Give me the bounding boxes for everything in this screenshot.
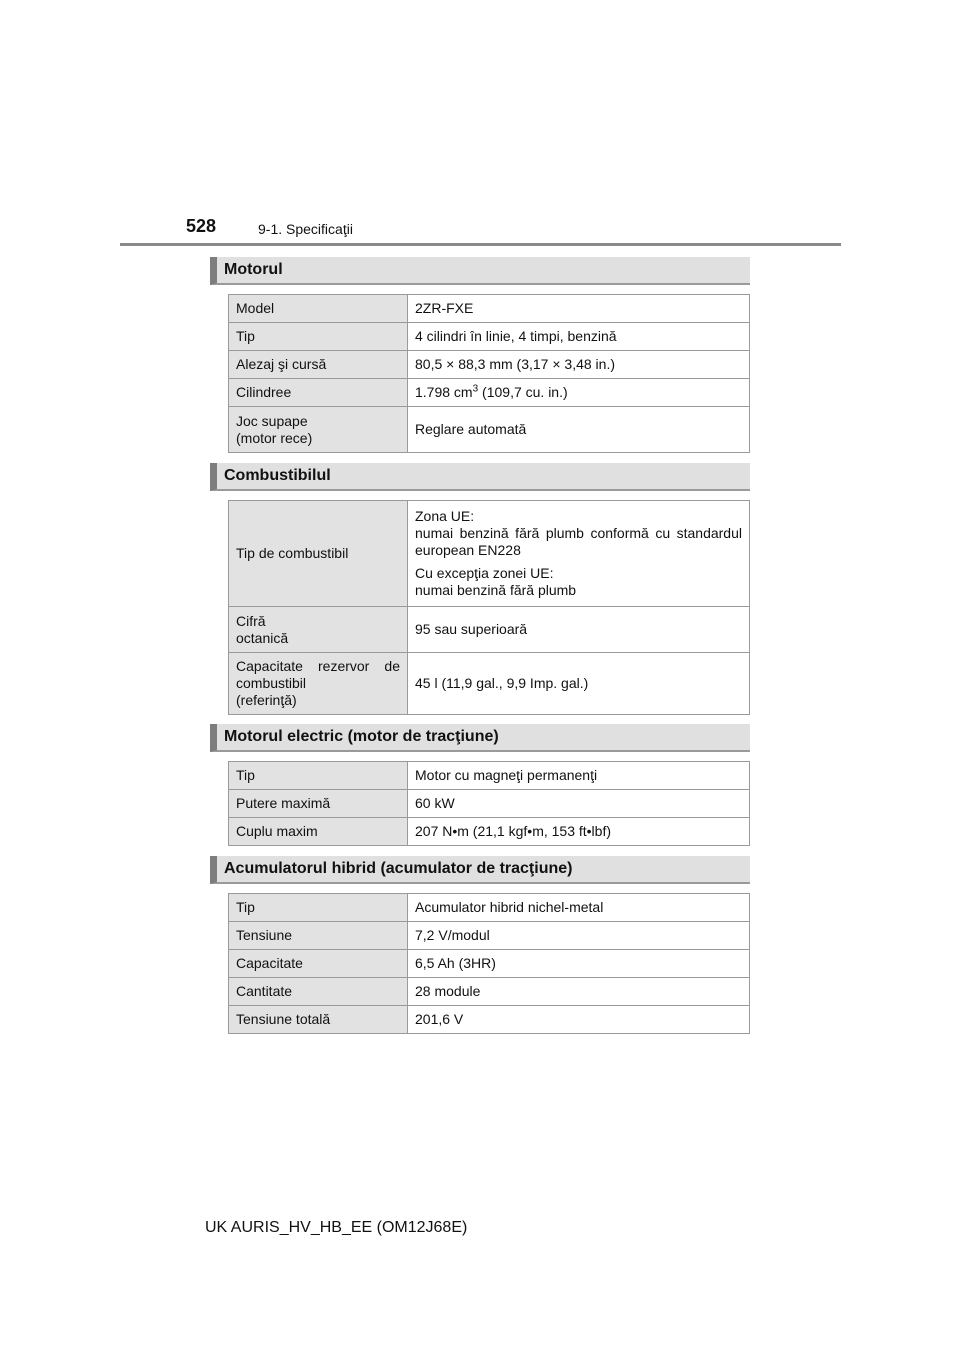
table-row xyxy=(229,607,750,653)
row-label: Tensiune xyxy=(229,922,408,950)
row-label: Cuplu maxim xyxy=(229,818,408,846)
row-label: Cantitate xyxy=(229,978,408,1006)
row-label xyxy=(229,407,408,453)
row-label xyxy=(229,653,408,715)
table-row xyxy=(229,501,750,607)
section-title-electric-motor: Motorul electric (motor de tracţiune) xyxy=(210,724,750,752)
row-label: Putere maximă xyxy=(229,790,408,818)
table-row xyxy=(229,295,750,323)
value-line: Cu excepţia zonei UE: xyxy=(415,565,554,581)
label-line: (motor rece) xyxy=(236,429,313,446)
row-value xyxy=(408,379,750,407)
page-number: 528 xyxy=(186,216,217,236)
row-value: Reglare automată xyxy=(408,407,750,453)
section-fuel xyxy=(210,463,750,715)
value-paragraph xyxy=(415,508,742,559)
table-row xyxy=(229,950,750,978)
row-value: 6,5 Ah (3HR) xyxy=(408,950,750,978)
row-value: 28 module xyxy=(408,978,750,1006)
row-label: Tip de combustibil xyxy=(229,501,408,607)
label-line: (referinţă) xyxy=(236,692,297,708)
footer-model-code: UK AURIS_HV_HB_EE (OM12J68E) xyxy=(205,1219,468,1236)
row-label xyxy=(229,607,408,653)
section-title-fuel: Combustibilul xyxy=(210,463,750,491)
row-label: Alezaj şi cursă xyxy=(229,351,408,379)
section-title-engine: Motorul xyxy=(210,257,750,285)
electric-motor-spec-table xyxy=(228,761,750,846)
label-line: Cifră xyxy=(236,612,266,629)
row-value: 80,5 × 88,3 mm (3,17 × 3,48 in.) xyxy=(408,351,750,379)
row-value xyxy=(408,501,750,607)
row-value: 7,2 V/modul xyxy=(408,922,750,950)
value-paragraph xyxy=(415,565,742,599)
row-value: 45 l (11,9 gal., 9,9 Imp. gal.) xyxy=(408,653,750,715)
value-superscript: 3 xyxy=(472,383,479,395)
table-row xyxy=(229,894,750,922)
fuel-spec-table xyxy=(228,500,750,715)
row-label: Tensiune totală xyxy=(229,1006,408,1034)
hybrid-battery-spec-table xyxy=(228,893,750,1034)
header-rule xyxy=(120,243,841,246)
section-title-hybrid-battery: Acumulatorul hibrid (acumulator de tracţiune) xyxy=(210,856,750,884)
label-line: Joc supape xyxy=(236,412,308,429)
row-value: Motor cu magneţi permanenţi xyxy=(408,762,750,790)
row-value: 201,6 V xyxy=(408,1006,750,1034)
label-line: octanică xyxy=(236,629,289,646)
row-label: Tip xyxy=(229,894,408,922)
value-line: numai benzină fără plumb xyxy=(415,582,577,598)
row-value: 95 sau superioară xyxy=(408,607,750,653)
chapter-title: 9-1. Specificaţii xyxy=(258,221,353,237)
table-row xyxy=(229,762,750,790)
row-label: Tip xyxy=(229,323,408,351)
table-row xyxy=(229,790,750,818)
section-electric-motor xyxy=(210,724,750,846)
value-line: Zona UE: xyxy=(415,508,475,524)
table-row xyxy=(229,323,750,351)
label-line: Capacitate rezervor de combustibil xyxy=(236,658,400,691)
value-rest: (109,7 cu. in.) xyxy=(478,384,568,400)
table-row xyxy=(229,653,750,715)
section-engine xyxy=(210,257,750,453)
table-row xyxy=(229,922,750,950)
section-hybrid-battery xyxy=(210,856,750,1034)
row-label: Capacitate xyxy=(229,950,408,978)
table-row xyxy=(229,978,750,1006)
table-row xyxy=(229,1006,750,1034)
table-row xyxy=(229,379,750,407)
table-row xyxy=(229,351,750,379)
row-value: 2ZR-FXE xyxy=(408,295,750,323)
table-row xyxy=(229,407,750,453)
value-main: 1.798 cm xyxy=(415,384,473,400)
table-row xyxy=(229,818,750,846)
row-label: Tip xyxy=(229,762,408,790)
row-value: 207 N•m (21,1 kgf•m, 153 ft•lbf) xyxy=(408,818,750,846)
value-line: numai benzină fără plumb conformă cu standardul european EN228 xyxy=(415,525,742,558)
row-label: Cilindree xyxy=(229,379,408,407)
engine-spec-table xyxy=(228,294,750,453)
row-value: Acumulator hibrid nichel-metal xyxy=(408,894,750,922)
row-label: Model xyxy=(229,295,408,323)
row-value: 4 cilindri în linie, 4 timpi, benzină xyxy=(408,323,750,351)
row-value: 60 kW xyxy=(408,790,750,818)
